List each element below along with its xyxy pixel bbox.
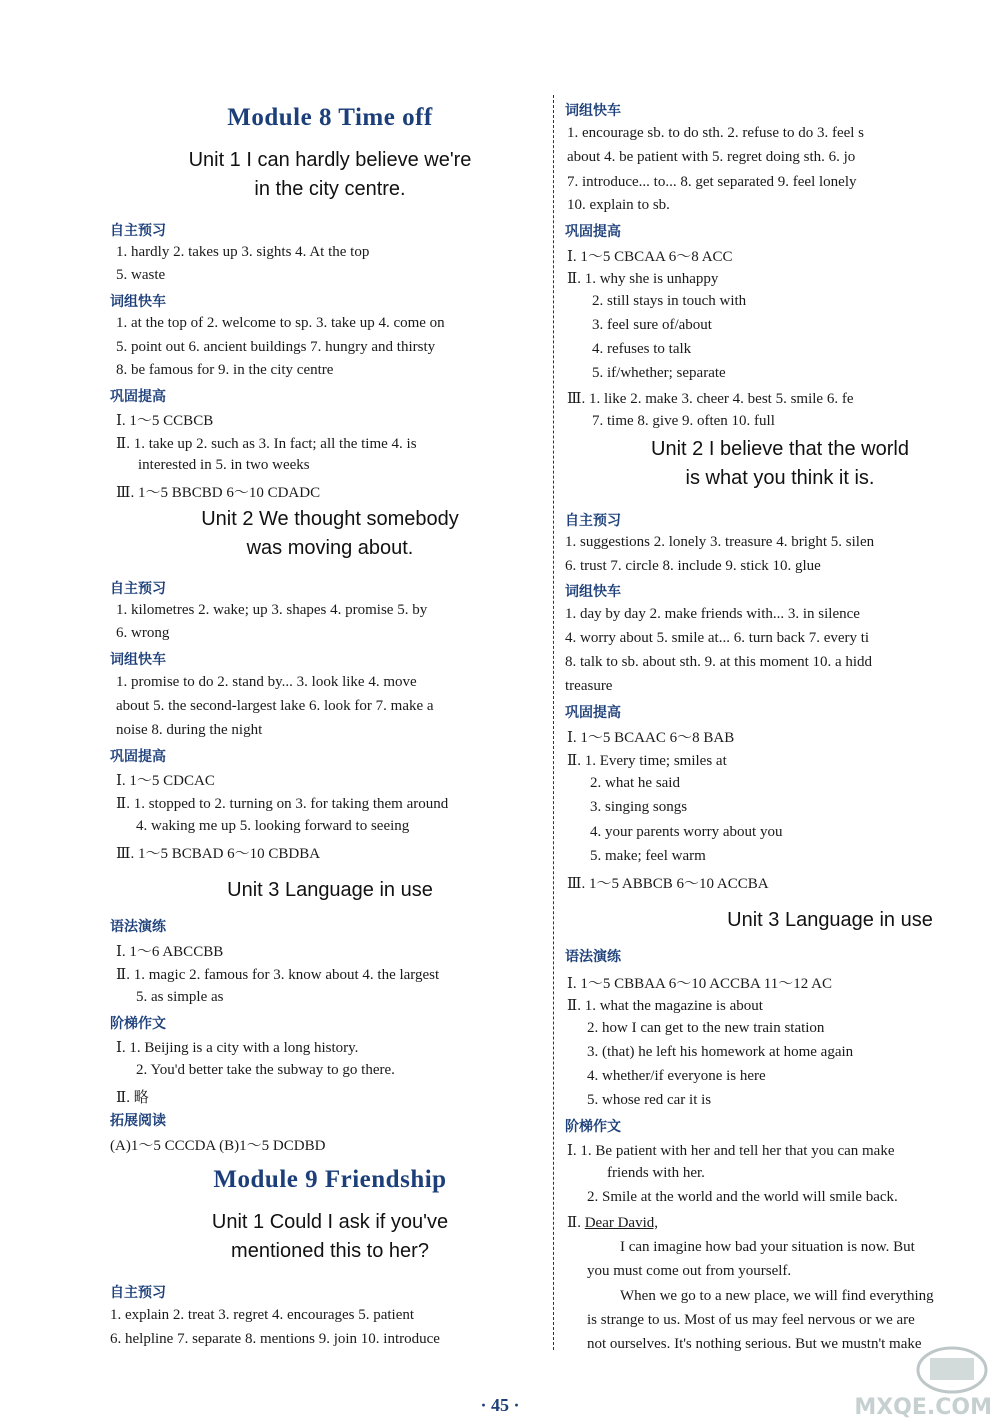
section-zizhu-yuxi: 自主预习 bbox=[110, 581, 166, 597]
m8-unit2-title-line2: was moving about. bbox=[246, 537, 414, 559]
module-8-title: Module 8 Time off bbox=[227, 104, 433, 131]
section-gonggu-tigao: 巩固提高 bbox=[110, 749, 166, 765]
answer-line bbox=[567, 1213, 658, 1232]
answer-line: Ⅰ. 1～5 CCBCB bbox=[116, 413, 214, 429]
page-number: · 45 · bbox=[480, 1395, 520, 1415]
m9-unit2-title-line1: Unit 2 I believe that the world bbox=[651, 438, 909, 460]
essay-line: When we go to a new place, we will find everything bbox=[620, 1288, 934, 1304]
answer-line: 1. kilometres 2. wake; up 3. shapes 4. promise 5. by bbox=[116, 602, 428, 618]
m9-unit2-title-line2: is what you think it is. bbox=[685, 467, 875, 489]
answer-line: 7. introduce... to... 8. get separated 9. feel lonely bbox=[567, 174, 857, 190]
answer-line: Ⅱ. 略 bbox=[116, 1090, 149, 1106]
answer-line: Ⅱ. 1. why she is unhappy bbox=[567, 271, 719, 287]
answer-line: Ⅰ. 1～5 CBBAA 6～10 ACCBA 11～12 AC bbox=[567, 976, 833, 992]
answer-line: 1. suggestions 2. lonely 3. treasure 4. bright 5. silen bbox=[565, 534, 875, 550]
answer-line: 5. whose red car it is bbox=[587, 1092, 712, 1108]
answer-line: (A)1～5 CCCDA (B)1～5 DCDBD bbox=[110, 1138, 326, 1154]
answer-line: Ⅰ. 1～6 ABCCBB bbox=[116, 944, 224, 960]
answer-line: Ⅰ. 1. Beijing is a city with a long history. bbox=[116, 1040, 359, 1056]
answer-line: 5. make; feel warm bbox=[590, 848, 706, 864]
answer-line: 3. singing songs bbox=[590, 799, 688, 815]
answer-line: 2. You'd better take the subway to go there. bbox=[136, 1062, 395, 1078]
answer-line: 1. day by day 2. make friends with... 3. in silence bbox=[565, 606, 860, 622]
column-divider bbox=[553, 95, 554, 1350]
answer-line: 3. feel sure of/about bbox=[592, 317, 712, 333]
essay-line: not ourselves. It's nothing serious. But we mustn't make bbox=[587, 1336, 922, 1352]
section-gonggu-tigao: 巩固提高 bbox=[565, 224, 621, 240]
answer-line: 4. worry about 5. smile at... 6. turn back 7. every ti bbox=[565, 630, 870, 646]
answer-line: noise 8. during the night bbox=[116, 722, 263, 738]
answer-line: 1. explain 2. treat 3. regret 4. encourages 5. patient bbox=[110, 1307, 415, 1323]
m8-unit3-title: Unit 3 Language in use bbox=[227, 879, 433, 901]
answer-line: 4. your parents worry about you bbox=[590, 824, 783, 840]
roman-numeral-ii: Ⅱ. bbox=[567, 1215, 585, 1231]
answer-line: Ⅰ. 1～5 CDCAC bbox=[116, 773, 215, 789]
section-tuozhan-yuedu: 拓展阅读 bbox=[110, 1113, 166, 1129]
m9-unit1-title-line1: Unit 1 Could I ask if you've bbox=[211, 1211, 449, 1233]
watermark-logo bbox=[852, 1342, 992, 1420]
answer-line: 2. how I can get to the new train station bbox=[587, 1020, 825, 1036]
section-yufa-yanlian: 语法演练 bbox=[110, 919, 166, 935]
answer-line: 5. if/whether; separate bbox=[592, 365, 726, 381]
answer-line: 4. refuses to talk bbox=[592, 341, 692, 357]
m9-unit1-title-line2: mentioned this to her? bbox=[231, 1240, 429, 1262]
answer-line: 1. hardly 2. takes up 3. sights 4. At the top bbox=[116, 244, 370, 260]
section-jieti-zuowen: 阶梯作文 bbox=[565, 1119, 621, 1135]
essay-line: I can imagine how bad your situation is now. But bbox=[620, 1239, 915, 1255]
section-yufa-yanlian: 语法演练 bbox=[565, 949, 621, 965]
section-cizu-kuaiche: 词组快车 bbox=[565, 584, 621, 600]
answer-line: 5. point out 6. ancient buildings 7. hungry and thirsty bbox=[116, 339, 436, 355]
answer-line: 3. (that) he left his homework at home again bbox=[587, 1044, 854, 1060]
answer-line: 4. waking me up 5. looking forward to seeing bbox=[136, 818, 410, 834]
answer-line: Ⅱ. 1. what the magazine is about bbox=[567, 998, 763, 1014]
answer-line: Ⅲ. 1～5 BBCBD 6～10 CDADC bbox=[116, 485, 321, 501]
answer-line: about 4. be patient with 5. regret doing sth. 6. jo bbox=[567, 149, 856, 165]
right-column bbox=[565, 0, 995, 1423]
answer-line: 2. still stays in touch with bbox=[592, 293, 747, 309]
m8-unit1-title-line2: in the city centre. bbox=[254, 178, 406, 200]
section-zizhu-yuxi: 自主预习 bbox=[110, 223, 166, 239]
section-cizu-kuaiche: 词组快车 bbox=[110, 294, 166, 310]
section-jieti-zuowen: 阶梯作文 bbox=[110, 1016, 166, 1032]
answer-line: Ⅰ. 1. Be patient with her and tell her that you can make bbox=[567, 1143, 895, 1159]
answer-line: Ⅱ. 1. Every time; smiles at bbox=[567, 753, 727, 769]
answer-line: 7. time 8. give 9. often 10. full bbox=[592, 413, 775, 429]
answer-line: about 5. the second-largest lake 6. look for 7. make a bbox=[116, 698, 434, 714]
answer-line: 1. at the top of 2. welcome to sp. 3. take up 4. come on bbox=[116, 315, 445, 331]
section-zizhu-yuxi: 自主预习 bbox=[565, 513, 621, 529]
section-zizhu-yuxi: 自主预习 bbox=[110, 1285, 166, 1301]
answer-line: Ⅲ. 1. like 2. make 3. cheer 4. best 5. smile 6. fe bbox=[567, 391, 854, 407]
answer-line: 10. explain to sb. bbox=[567, 197, 670, 213]
answer-line: 2. what he said bbox=[590, 775, 680, 791]
letter-salutation: Dear David, bbox=[584, 1215, 659, 1231]
m9-unit3-title: Unit 3 Language in use bbox=[727, 909, 933, 931]
answer-line: Ⅱ. 1. stopped to 2. turning on 3. for taking them around bbox=[116, 796, 449, 812]
answer-line: 8. talk to sb. about sth. 9. at this moment 10. a hidd bbox=[565, 654, 873, 670]
m8-unit1-title-line1: Unit 1 I can hardly believe we're bbox=[188, 149, 472, 171]
answer-line: 5. waste bbox=[116, 267, 166, 283]
watermark-text: MXQE.COM bbox=[854, 1395, 992, 1420]
answer-line: 4. whether/if everyone is here bbox=[587, 1068, 766, 1084]
answer-line: interested in 5. in two weeks bbox=[138, 457, 310, 473]
m8-unit2-title-line1: Unit 2 We thought somebody bbox=[201, 508, 459, 530]
answer-line: friends with her. bbox=[607, 1165, 705, 1181]
answer-line: Ⅱ. 1. magic 2. famous for 3. know about 4. the largest bbox=[116, 967, 440, 983]
essay-line: you must come out from yourself. bbox=[587, 1263, 792, 1279]
section-cizu-kuaiche: 词组快车 bbox=[110, 652, 166, 668]
answer-line: Ⅲ. 1～5 BCBAD 6～10 CBDBA bbox=[116, 846, 321, 862]
answer-line: 1. encourage sb. to do sth. 2. refuse to do 3. feel s bbox=[567, 125, 865, 141]
section-gonggu-tigao: 巩固提高 bbox=[110, 389, 166, 405]
answer-line: Ⅱ. 1. take up 2. such as 3. In fact; all the time 4. is bbox=[116, 436, 417, 452]
answer-line: Ⅰ. 1～5 CBCAA 6～8 ACC bbox=[567, 249, 733, 265]
answer-line: 2. Smile at the world and the world will smile back. bbox=[587, 1189, 898, 1205]
answer-line: 6. helpline 7. separate 8. mentions 9. join 10. introduce bbox=[110, 1331, 440, 1347]
answer-line: 6. wrong bbox=[116, 625, 170, 641]
section-cizu-kuaiche: 词组快车 bbox=[565, 103, 621, 119]
answer-line: 6. trust 7. circle 8. include 9. stick 10. glue bbox=[565, 558, 821, 574]
answer-line: 5. as simple as bbox=[136, 989, 224, 1005]
answer-line: Ⅰ. 1～5 BCAAC 6～8 BAB bbox=[567, 730, 735, 746]
answer-line: 1. promise to do 2. stand by... 3. look like 4. move bbox=[116, 674, 417, 690]
answer-line: Ⅲ. 1～5 ABBCB 6～10 ACCBA bbox=[567, 876, 769, 892]
answer-line: 8. be famous for 9. in the city centre bbox=[116, 362, 334, 378]
module-9-title: Module 9 Friendship bbox=[213, 1166, 447, 1193]
essay-line: is strange to us. Most of us may feel nervous or we are bbox=[587, 1312, 915, 1328]
answer-line: treasure bbox=[565, 678, 613, 694]
section-gonggu-tigao: 巩固提高 bbox=[565, 705, 621, 721]
